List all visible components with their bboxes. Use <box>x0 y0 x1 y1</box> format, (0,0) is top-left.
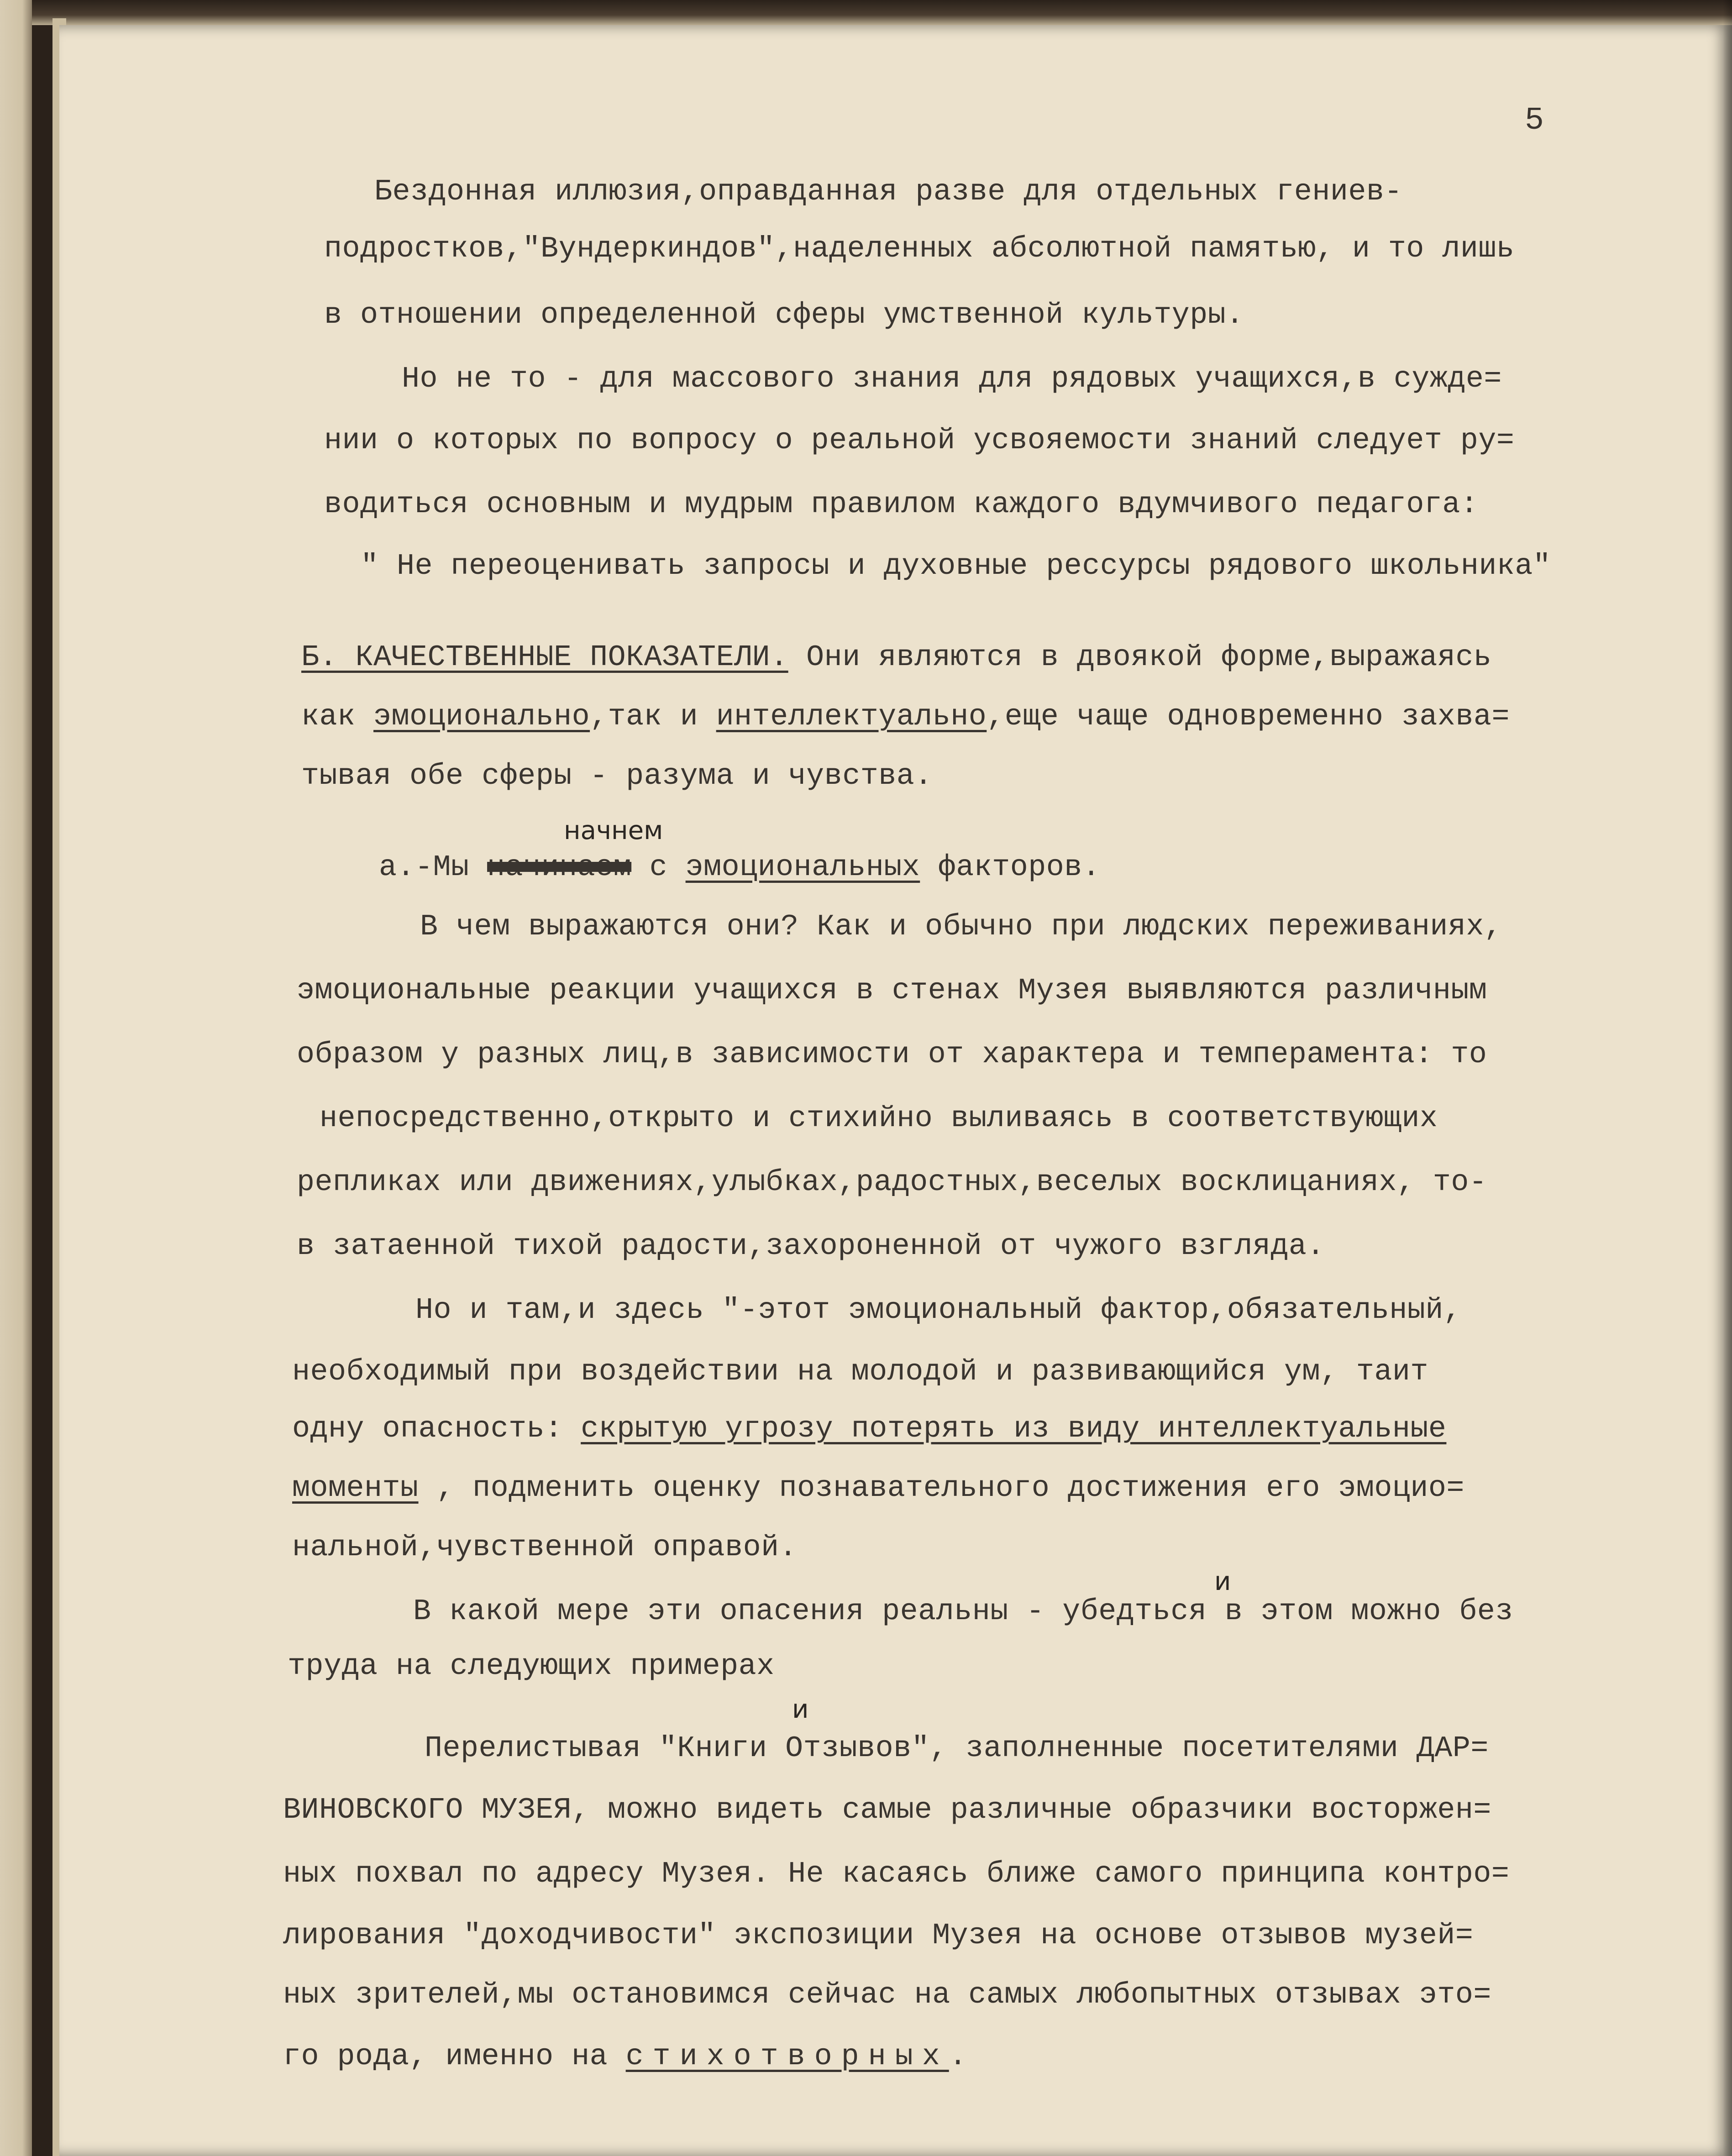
text-line: тывая обе сферы - разума и чувства. <box>301 759 933 793</box>
handwritten-correction: и <box>1214 1567 1231 1596</box>
text-line: в затаенной тихой радости,захороненной от чужого взгляда. <box>297 1229 1325 1263</box>
text-line: Но и там,и здесь "-этот эмоциональный фактор,обязательный, <box>415 1293 1462 1327</box>
text-span: . <box>949 2040 967 2073</box>
section-heading: Б. КАЧЕСТВЕННЫЕ ПОКАЗАТЕЛИ. <box>301 640 788 674</box>
underlined-term: эмоционально <box>373 700 590 734</box>
struck-word: начинаем <box>487 850 632 884</box>
page-number: 5 <box>1525 103 1544 139</box>
text-line: репликах или движениях,улыбках,радостных,веселых восклицаниях, то- <box>297 1165 1487 1199</box>
right-shadow <box>1723 0 1732 2156</box>
underlined-phrase: моменты <box>292 1471 419 1505</box>
text-span: ,еще чаще одновременно захва= <box>987 700 1510 734</box>
text-line: труда на следующих примерах <box>288 1649 775 1683</box>
text-span: а.-Мы <box>379 850 488 884</box>
text-line: образом у разных лиц,в зависимости от характера и темперамента: то <box>297 1038 1487 1071</box>
text-span: го рода, именно на <box>283 2040 626 2073</box>
text-line: необходимый при воздействии на молодой и развивающийся ум, таит <box>292 1355 1428 1389</box>
underlined-term: эмоциональных <box>685 850 920 884</box>
text-line: эмоциональные реакции учащихся в стенах Музея выявляются различным <box>297 974 1487 1007</box>
text-line: ВИНОВСКОГО МУЗЕЯ, можно видеть самые различные образчики восторжен= <box>283 1793 1491 1827</box>
handwritten-correction: начнем <box>564 816 663 845</box>
text-line: В чем выражаются они? Как и обычно при людских переживаниях, <box>420 910 1502 944</box>
subsection-a-heading <box>379 849 1100 886</box>
handwritten-correction: и <box>792 1694 809 1724</box>
text-line: в отношении определенной сферы умственной культуры. <box>324 298 1244 332</box>
text-span: Они являются в двоякой форме,выражаясь <box>788 640 1492 674</box>
text-line: В какой мере эти опасения реальны - убедться в этом можно без <box>413 1595 1513 1628</box>
text-line: водиться основным и мудрым правилом каждого вдумчивого педагога: <box>324 488 1479 521</box>
text-span: как <box>301 700 374 734</box>
paragraph3-line3 <box>292 1411 1446 1447</box>
text-line: Перелистывая "Книги Отзывов", заполненные посетителями ДАР= <box>425 1731 1489 1765</box>
text-line: ных похвал по адресу Музея. Не касаясь ближе самого принципа контро= <box>283 1857 1510 1891</box>
text-line: подростков,"Вундеркиндов",наделенных абсолютной памятью, и то лишь <box>324 232 1515 266</box>
text-line: лирования "доходчивости" экспозиции Музея на основе отзывов музей= <box>283 1919 1474 1952</box>
section-b-line-1 <box>301 639 1491 676</box>
text-span: , подменить оценку познавательного достижения его эмоцио= <box>418 1471 1464 1505</box>
left-page-edge <box>0 0 32 2156</box>
text-line: непосредственно,открыто и стихийно выливаясь в соответствующих <box>320 1102 1438 1135</box>
top-shadow <box>32 0 1732 25</box>
underlined-term: стихотворных <box>625 2040 949 2073</box>
underlined-phrase: скрытую угрозу потерять из виду интеллектуальные <box>581 1412 1447 1446</box>
paragraph5-line6 <box>283 2038 967 2075</box>
text-span: ,так и <box>590 700 716 734</box>
text-line: нии о которых по вопросу о реальной усвояемости знаний следует ру= <box>324 424 1515 457</box>
section-b-line-2 <box>301 698 1510 735</box>
paragraph3-line4 <box>292 1470 1464 1506</box>
text-span: факторов. <box>920 850 1101 884</box>
text-line: нальной,чувственной оправой. <box>292 1531 798 1564</box>
text-line: Но не то - для массового знания для рядовых учащихся,в сужде= <box>402 362 1502 396</box>
text-line: ных зрителей,мы остановимся сейчас на самых любопытных отзывах это= <box>283 1978 1491 2012</box>
quoted-rule: " Не переоценивать запросы и духовные рессурсы рядового школьника" <box>361 549 1551 583</box>
text-line: Бездонная иллюзия,оправданная разве для отдельных гениев- <box>374 175 1402 209</box>
text-span: с <box>631 850 686 884</box>
underlined-term: интеллектуально <box>716 700 987 734</box>
document-page <box>59 25 1732 2156</box>
text-span: одну опасность: <box>292 1412 581 1446</box>
